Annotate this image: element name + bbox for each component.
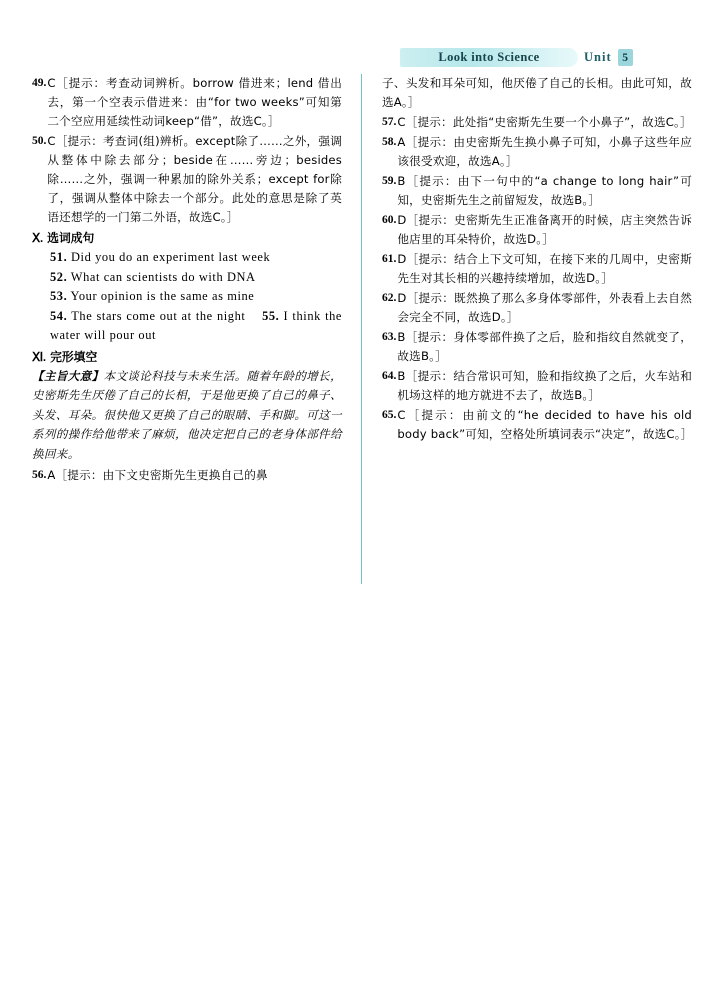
sentence-54-55 bbox=[32, 307, 342, 346]
answer-56-number: 56. bbox=[32, 469, 47, 482]
answer-63-text: B［提示：身体零部件换了之后，脸和指纹自然就变了，故选B。］ bbox=[397, 330, 692, 363]
answer-65-text: C［提示：由前文的“he decided to have his old body back”可知，空格处所填词表示“决定”，故选C。］ bbox=[397, 408, 693, 441]
answer-59 bbox=[382, 172, 692, 210]
answer-64 bbox=[382, 367, 692, 405]
sentence-52-number: 52. bbox=[50, 269, 68, 284]
answer-60 bbox=[382, 211, 692, 249]
section-xi-title: 完形填空 bbox=[50, 349, 98, 364]
answer-60-text: D［提示：史密斯先生正准备离开的时候，店主突然告诉他店里的耳朵特价，故选D。］ bbox=[397, 213, 692, 246]
answer-65-number: 65. bbox=[382, 409, 397, 421]
section-heading-x bbox=[32, 228, 342, 248]
sentence-55-number: 55. bbox=[262, 308, 280, 323]
answer-62-text: D［提示：既然换了那么多身体零部件，外表看上去自然会完全不同，故选D。］ bbox=[397, 291, 692, 324]
answer-56-continuation-text: 子、头发和耳朵可知，他厌倦了自己的长相。由此可知，故选A。］ bbox=[382, 76, 692, 109]
answer-56-text: A［提示：由下文史密斯先生更换自己的鼻 bbox=[47, 468, 268, 483]
answer-56-continuation bbox=[382, 74, 692, 112]
sentence-53-text: Your opinion is the same as mine bbox=[70, 289, 255, 303]
answer-64-number: 64. bbox=[382, 370, 397, 382]
main-idea-text: 本文谈论科技与未来生活。随着年龄的增长，史密斯先生厌倦了自己的长相，于是他更换了自己的鼻子、头发、耳朵。很快他又更换了自己的眼睛、手和脚。可这一系列的操作给他带来了麻烦，他决定把自己的老身体部件给换回来。 bbox=[32, 368, 342, 461]
sentence-52 bbox=[32, 268, 342, 288]
section-xi-roman: Ⅺ. bbox=[32, 349, 46, 364]
sentence-53 bbox=[32, 287, 342, 307]
answer-62 bbox=[382, 289, 692, 327]
answer-58-number: 58. bbox=[382, 136, 397, 148]
sentence-51 bbox=[32, 248, 342, 268]
answer-50-number: 50. bbox=[32, 135, 47, 147]
column-divider bbox=[361, 74, 362, 584]
page-header bbox=[400, 48, 690, 68]
sentence-52-text: What can scientists do with DNA bbox=[70, 269, 256, 284]
unit-label: Unit bbox=[584, 50, 612, 64]
unit-number: 5 bbox=[618, 49, 633, 66]
chapter-banner bbox=[400, 48, 578, 67]
section-heading-xi bbox=[32, 347, 342, 367]
sentence-55-text: I think the water will pour out bbox=[50, 308, 343, 342]
answer-49-text: C［提示：考查动词辨析。borrow 借进来；lend 借出去，第一个空表示借进来：由“for two weeks”可知第二个空应用延续性动词keep“借”，故选C。］ bbox=[47, 76, 342, 128]
answer-56 bbox=[32, 466, 342, 485]
answer-57-text: C［提示：此处指“史密斯先生要一个小鼻子”，故选C。］ bbox=[397, 115, 692, 129]
sentence-51-text: Did you do an experiment last week bbox=[71, 250, 271, 264]
main-idea-label: 【主旨大意】 bbox=[32, 368, 104, 383]
answer-65 bbox=[382, 406, 692, 444]
answer-58 bbox=[382, 133, 692, 171]
answer-58-text: A［提示：由史密斯先生换小鼻子可知，小鼻子这些年应该很受欢迎，故选A。］ bbox=[397, 135, 692, 168]
answer-63 bbox=[382, 328, 692, 366]
unit-indicator bbox=[584, 48, 674, 67]
answer-57 bbox=[382, 113, 692, 132]
sentence-54-text: The stars come out at the night bbox=[71, 308, 246, 323]
main-idea-block bbox=[32, 367, 342, 465]
section-x-title: 选词成句 bbox=[47, 231, 95, 245]
answer-60-number: 60. bbox=[382, 214, 397, 226]
section-x-roman: Ⅹ. bbox=[32, 231, 44, 245]
answer-50 bbox=[32, 132, 342, 227]
answer-61-text: D［提示：结合上下文可知，在接下来的几周中，史密斯先生对其长相的兴趣持续增加，故选D。］ bbox=[397, 252, 692, 285]
sentence-51-number: 51. bbox=[50, 250, 68, 264]
answer-64-text: B［提示：结合常识可知，脸和指纹换了之后，火车站和机场这样的地方就进不去了，故选B。］ bbox=[397, 369, 692, 402]
answer-49-number: 49. bbox=[32, 77, 47, 89]
answer-50-text: C［提示：考查词(组)辨析。except除了……之外，强调从整体中除去部分；beside在……旁边；besides除……之外，强调一种累加的除外关系；except for除了，强调从整体中除去一个部分。此处的意思是除了英语还想学的一门第二外语，故选C。］ bbox=[47, 134, 342, 224]
chapter-title: Look into Science bbox=[438, 50, 540, 64]
answer-59-text: B［提示：由下一句中的“a change to long hair”可知，史密斯先生之前留短发，故选B。］ bbox=[397, 174, 692, 207]
answer-49 bbox=[32, 74, 342, 131]
sentence-53-number: 53. bbox=[50, 289, 68, 303]
answer-61-number: 61. bbox=[382, 253, 397, 265]
answer-59-number: 59. bbox=[382, 175, 397, 187]
answer-62-number: 62. bbox=[382, 292, 397, 304]
answer-57-number: 57. bbox=[382, 116, 397, 128]
sentence-54-number: 54. bbox=[50, 308, 68, 323]
right-column bbox=[382, 74, 692, 445]
answer-61 bbox=[382, 250, 692, 288]
answer-63-number: 63. bbox=[382, 331, 397, 343]
left-column bbox=[32, 74, 342, 486]
